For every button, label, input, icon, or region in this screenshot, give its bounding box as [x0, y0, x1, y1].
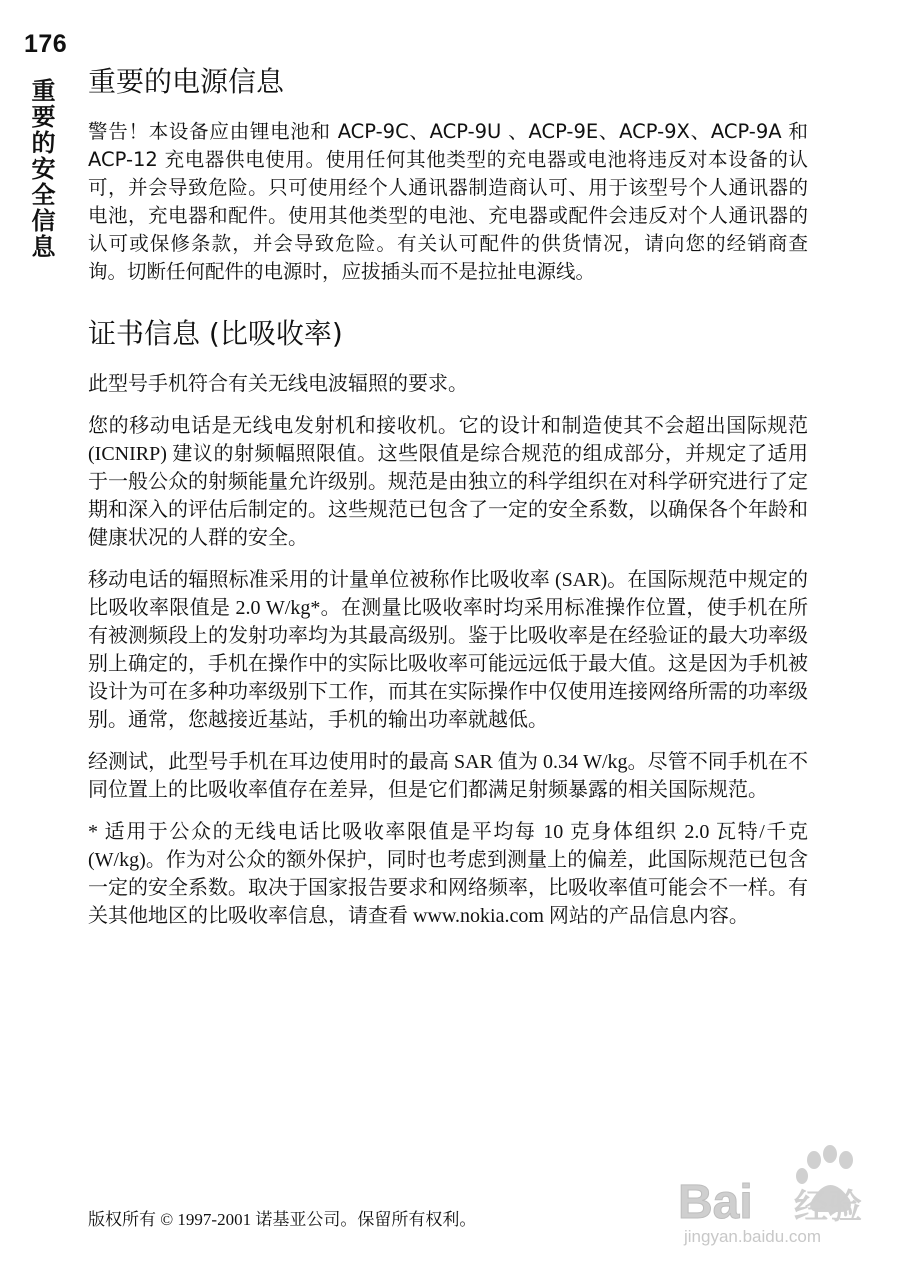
- watermark-logo-text: Bai: [678, 1176, 753, 1229]
- watermark-logo-jingyan: 经验: [794, 1187, 862, 1227]
- page-number: 176: [24, 30, 68, 58]
- cert-paragraph-4: 经测试，此型号手机在耳边使用时的最高 SAR 值为 0.34 W/kg。尽管不同手机在不同位置上的比吸收率值存在差异，但是它们都满足射频暴露的相关国际规范。: [88, 751, 808, 801]
- section-side-tab: 重要的安全信息: [27, 78, 55, 260]
- copyright-footer: 版权所有 © 1997-2001 诺基亚公司。保留所有权利。: [88, 1210, 477, 1229]
- page-content: [88, 64, 808, 944]
- watermark-url: jingyan.baidu.com: [684, 1227, 822, 1246]
- baidu-jingyan-watermark-logo: [674, 1140, 884, 1250]
- power-info-heading: 重要的电源信息: [88, 65, 285, 98]
- cert-paragraph-3: 移动电话的辐照标准采用的计量单位被称作比吸收率 (SAR)。在国际规范中规定的比吸收率限值是 2.0 W/kg*。在测量比吸收率时均采用标准操作位置，使手机在所有被测频段上的发射功率均为其最高级别。鉴于比吸收率是在经验证的最大功率级别上确定的，手机在操作中的实际比吸收率可能远远低于最大值。这是因为手机被设计为可在多种功率级别下工作，而其在实际操作中仅使用连接网络所需的功率级别。通常，您越接近基站，手机的输出功率就越低。: [88, 569, 808, 731]
- cert-footnote: * 适用于公众的无线电话比吸收率限值是平均每 10 克身体组织 2.0 瓦特/千克 (W/kg)。作为对公众的额外保护，同时也考虑到测量上的偏差，此国际规范已包含一定的安全系数。取决于国家报告要求和网络频率，比吸收率值可能会不一样。有关其他地区的比吸收率信息，请查看 www.nokia.com 网站的产品信息内容。: [88, 821, 808, 927]
- cert-paragraph-1: 此型号手机符合有关无线电波辐照的要求。: [88, 373, 468, 395]
- certification-heading: 证书信息 (比吸收率): [88, 317, 343, 350]
- cert-paragraph-2: 您的移动电话是无线电发射机和接收机。它的设计和制造使其不会超出国际规范 (ICNIRP) 建议的射频幅照限值。这些限值是综合规范的组成部分，并规定了适用于一般公众的射频能量允许级别。规范是由独立的科学组织在对科学研究进行了定期和深入的评估后制定的。这些规范已包含了一定的安全系数，以确保各个年龄和健康状况的人群的安全。: [88, 415, 808, 549]
- power-warning-paragraph: 警告！本设备应由锂电池和 ACP-9C、ACP-9U 、ACP-9E、ACP-9X、ACP-9A 和 ACP-12 充电器供电使用。使用任何其他类型的充电器或电池将违反对本设备的认可，并会导致危险。只可使用经个人通讯器制造商认可、用于该型号个人通讯器的电池，充电器和配件。使用其他类型的电池、充电器或配件会违反对个人通讯器的认可或保修条款，并会导致危险。有关认可配件的供货情况，请向您的经销商查询。切断任何配件的电源时，应拔插头而不是拉扯电源线。: [88, 120, 808, 283]
